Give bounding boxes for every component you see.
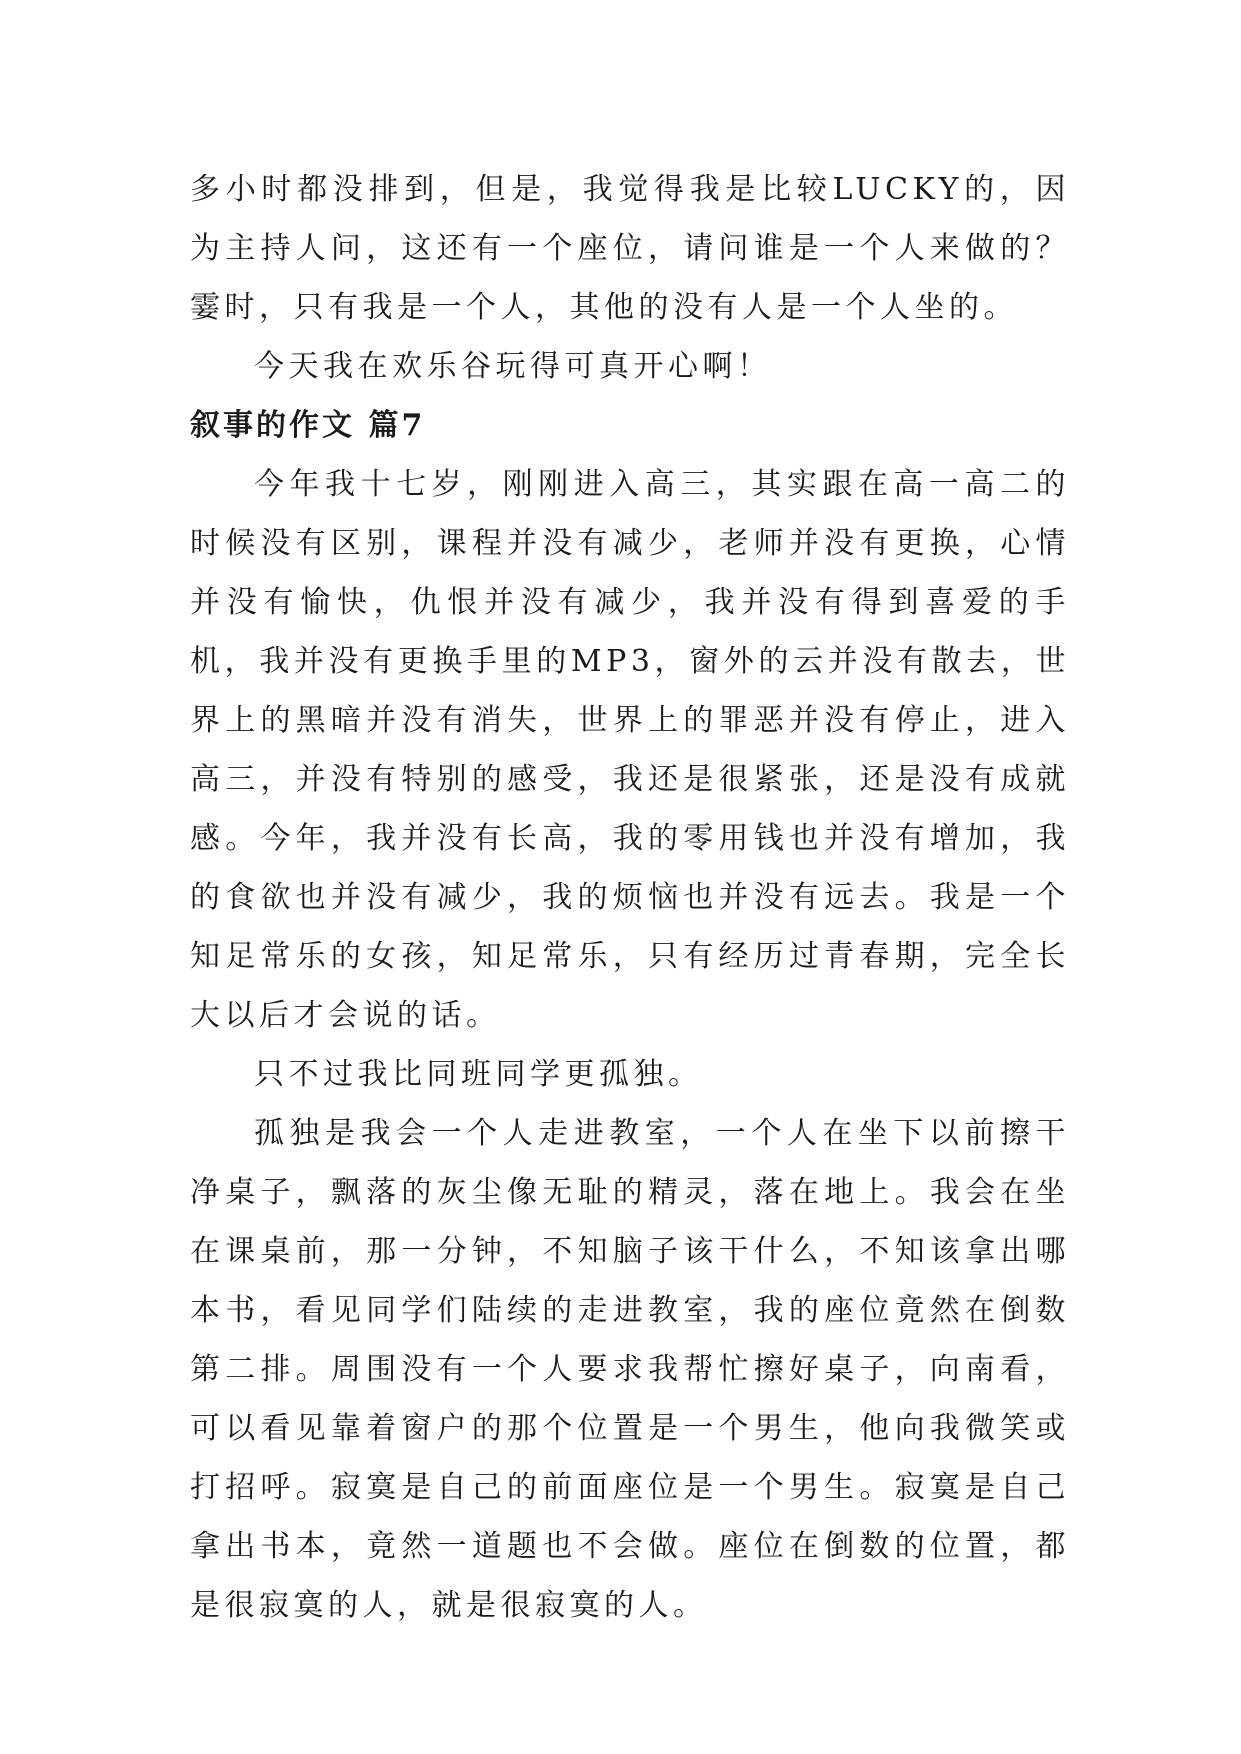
document-body xyxy=(190,160,1070,1635)
paragraph-continued: 多小时都没排到，但是，我觉得我是比较LUCKY的，因为主持人问，这还有一个座位，请问谁是一个人来做的？霎时，只有我是一个人，其他的没有人是一个人坐的。 xyxy=(190,172,1070,325)
section-heading: 叙事的作文 篇7 xyxy=(190,408,426,443)
section-paragraph-2: 只不过我比同班同学更孤独。 xyxy=(254,1057,703,1092)
section-paragraph-3: 孤独是我会一个人走进教室，一个人在坐下以前擦干净桌子，飘落的灰尘像无耻的精灵，落在地上。我会在坐在课桌前，那一分钟，不知脑子该干什么，不知该拿出哪本书，看见同学们陆续的走进教室，我的座位竟然在倒数第二排。周围没有一个人要求我帮忙擦好桌子，向南看，可以看见靠着窗户的那个位置是一个男生，他向我微笑或打招呼。寂寞是自己的前面座位是一个男生。寂寞是自己拿出书本，竟然一道题也不会做。座位在倒数的位置，都是很寂寞的人，就是很寂寞的人。 xyxy=(190,1116,1070,1623)
paragraph-closing: 今天我在欢乐谷玩得可真开心啊！ xyxy=(254,349,772,384)
section-paragraph-1: 今年我十七岁，刚刚进入高三，其实跟在高一高二的时候没有区别，课程并没有减少，老师并没有更换，心情并没有愉快，仇恨并没有减少，我并没有得到喜爱的手机，我并没有更换手里的MP3，窗外的云并没有散去，世界上的黑暗并没有消失，世界上的罪恶并没有停止，进入高三，并没有特别的感受，我还是很紧张，还是没有成就感。今年，我并没有长高，我的零用钱也并没有增加，我的食欲也并没有减少，我的烦恼也并没有远去。我是一个知足常乐的女孩，知足常乐，只有经历过青春期，完全长大以后才会说的话。 xyxy=(190,467,1070,1033)
